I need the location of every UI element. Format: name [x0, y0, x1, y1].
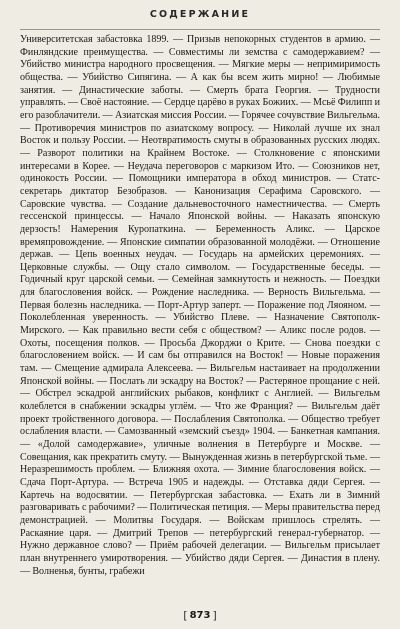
contents-text [20, 34, 380, 578]
left-bracket-icon: [ [183, 608, 188, 622]
header-divider [20, 29, 380, 30]
page-number: 873 [189, 609, 211, 621]
right-bracket-icon: ] [212, 608, 217, 622]
running-header [0, 0, 400, 28]
page-title: СОДЕРЖАНИЕ [149, 8, 251, 20]
contents-paragraph: Университетская забастовка 1899. — Призыв непокорных студентов в армию. — Финляндские преимущества. — Совместимы ли земства с самодержавием? — Убийство министра народного просвещения. — Мягкие меры — непримиримость общества. — Убийство Сипягина. — А как бы всем жить мирно! — Любимые занятия. — Династические заботы. — Смерть брата Георгия. — Трудности управлять. — Своё настояние. — Сердце царёво в руках Божиих. — Мсьё Филипп и его разоблачители. — Азиатская миссия России. — Горячее сочувствие Вильгельма. — Противоречия министров по азиатскому вопросу. — Николай лучше их знал Восток и пользу России. — Неотвратимость смуты в образованных русских людях. — Разворот политики на Крайнем Востоке. — Столкновение с японскими интересами в Корее. — Неудача переговоров с маркизом Ито. — Союзников нет, одинокость России. — Помощники императора в обход министров. — Статс-секретарь диктатор Безобразов. — Канонизация Серафима Саровского. — Саровские чувства. — Создание дальневосточного наместничества. — Смерть гессенской принцессы. — Начало Японской войны. — Наказать японскую дерзость! Намерения Куропаткина. — Беременность Аликс. — Царское времяпровождение. — Японские симпатии образованной молодёжи. — Отношение держав. — Цепь военных неудач. — Государь на армейских церемониях. — Церковные службы. — Ощу стало символом. — Государственные беседы. — Годичный круг царской семьи. — Семейная замкнутость и нежность. — Поездки для благословения войск. — Рождение наследника. — Верность Вильгельма. — Первая болезнь наследника. — Порт-Артур заперт. — Поражение под Ляояном. — Поколебленная уверенность. — Убийство Плеве. — Назначение Святополк-Мирского. — Как правильно вести себя с обществом? — Аликс после родов. — Охоты, посещения полков. — Просьба Джорджи о Крите. — Снова поездки с благословением войск. — И сам бы отправился на Восток! — Новые поражения там. — Смещение адмирала Алексеева. — Вильгельм настаивает на продолжении Японской войны. — Послать ли эскадру на Восток? — Растеряное прощание с ней. — Обстрел эскадрой английских рыбаков, конфликт с Англией. — Вильгельм колеблется в снабжении эскадры углём. — Что же Франция? — Вильгельм даёт проект тройственного договора. — Послабления Святополка. — Общество требует ослабления власти. — Самозванный «земский съезд» 1904. — Банкетная кампания. — «Долой самодержавие», уличные волнения в Петербурге и Москве. — Совещания, как прекратить смуту. — Вынужденная жизнь в петербургской тьме. — Неразрешимость проблем. — Ближняя охота. — Зимние благословения войск. — Сдача Порт-Артура. — Встреча 1905 и надежды. — Отставка дяди Сергея. — Картечь на водосвятии. — Петербургская забастовка. — Ехать ли в Зимний разговаривать с рабочими? — Политическая петиция. — Меры правительства перед демонстрацией. — Молитвы Государя. — Войскам пришлось стрелять. — Раскаяние царя. — Дмитрий Трепов — петербургский генерал-губернатор. — Нужно державное слово? — Приём рабочей делегации. — Вильгельм присылает план внутреннего умиротворения. — Убийство дяди Сергея. — Династия в плену. — Волненья, бунты, грабежи [20, 34, 380, 577]
page-footer [0, 605, 400, 625]
